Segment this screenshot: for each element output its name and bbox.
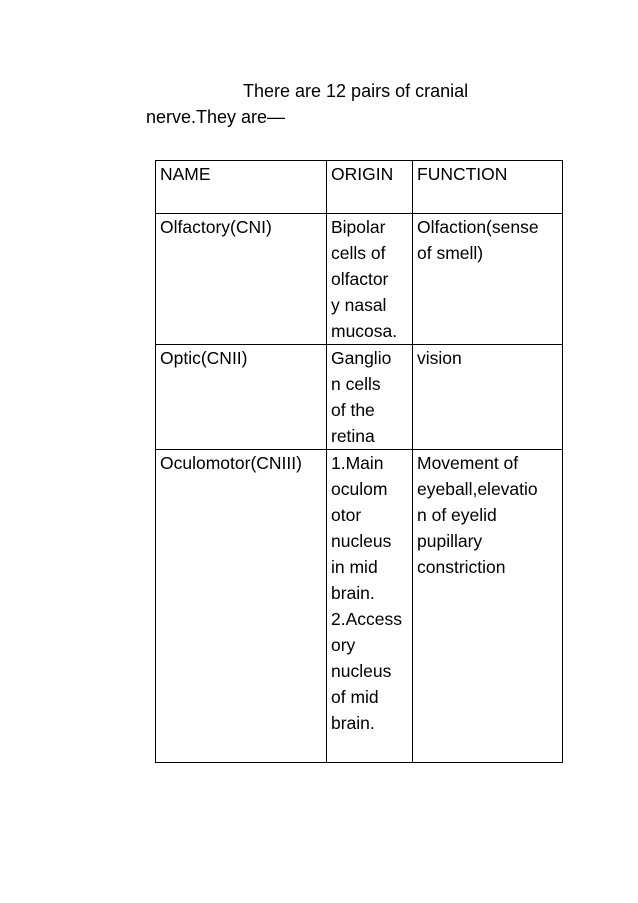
cell-origin: 1.Main oculom otor nucleus in mid brain. 2.Access ory nucleus of mid brain. <box>327 450 413 763</box>
cell-function: vision <box>413 345 563 450</box>
table-header-row <box>156 161 563 214</box>
header-name: NAME <box>156 161 327 214</box>
cell-origin: Ganglio n cells of the retina <box>327 345 413 450</box>
intro-paragraph <box>146 78 506 130</box>
table-row <box>156 450 563 763</box>
cranial-nerves-table <box>155 160 563 763</box>
cell-function: Olfaction(sense of smell) <box>413 214 563 345</box>
cell-function: Movement of eyeball,elevatio n of eyelid pupillary constriction <box>413 450 563 763</box>
cell-origin: Bipolar cells of olfactor y nasal mucosa. <box>327 214 413 345</box>
cell-name: Optic(CNII) <box>156 345 327 450</box>
cell-name: Oculomotor(CNIII) <box>156 450 327 763</box>
header-function: FUNCTION <box>413 161 563 214</box>
table-row <box>156 214 563 345</box>
table-row <box>156 345 563 450</box>
intro-line-2: nerve.They are— <box>146 107 286 127</box>
cell-name: Olfactory(CNI) <box>156 214 327 345</box>
intro-line-1: There are 12 pairs of cranial <box>243 81 469 101</box>
header-origin: ORIGIN <box>327 161 413 214</box>
